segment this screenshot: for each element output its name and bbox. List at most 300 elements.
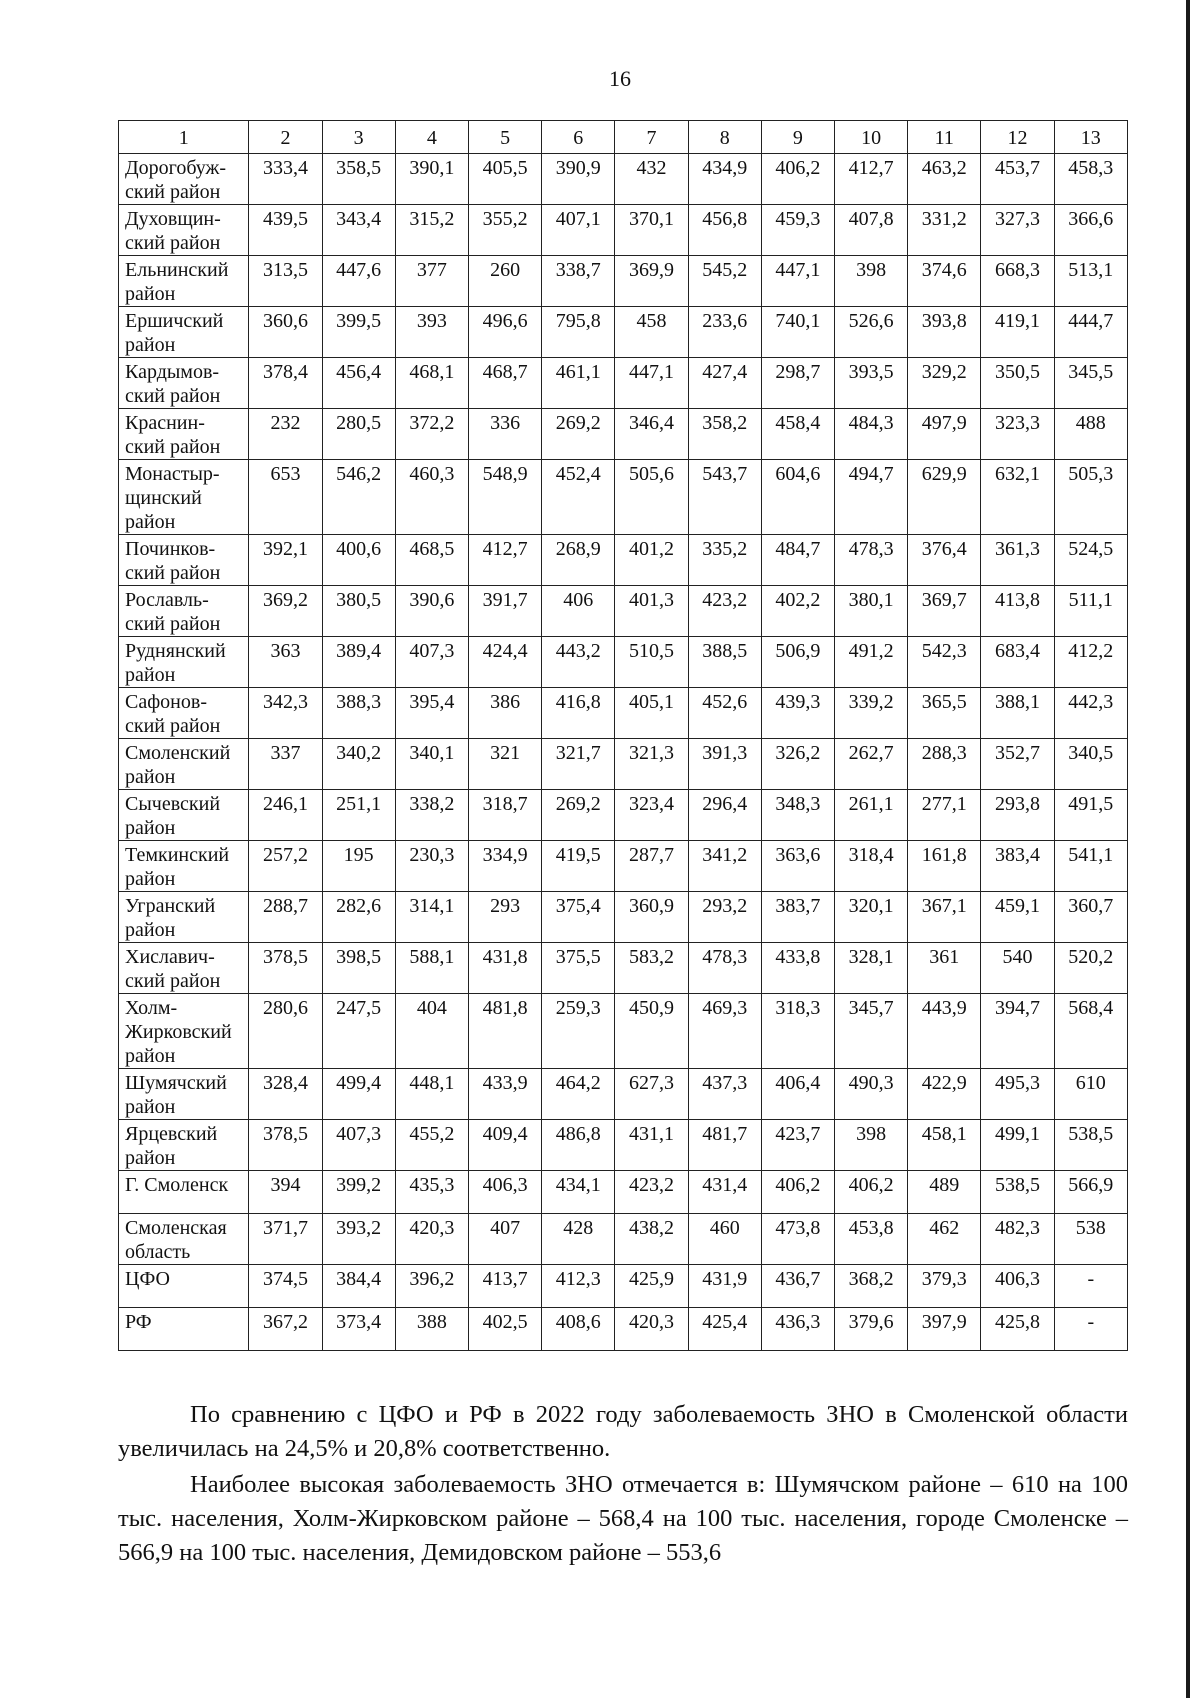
table-row <box>119 994 1128 1069</box>
table-cell: 478,3 <box>688 943 761 994</box>
table-cell: 360,7 <box>1054 892 1127 943</box>
table-cell: 543,7 <box>688 460 761 535</box>
table-row <box>119 637 1128 688</box>
table-cell: 442,3 <box>1054 688 1127 739</box>
table-row <box>119 688 1128 739</box>
table-cell: 424,4 <box>468 637 541 688</box>
table-cell: 370,1 <box>615 205 688 256</box>
row-label: Сычевский район <box>119 790 249 841</box>
table-cell: 293 <box>468 892 541 943</box>
table-cell: 401,2 <box>615 535 688 586</box>
table-row <box>119 256 1128 307</box>
table-cell: 497,9 <box>908 409 981 460</box>
table-cell: 389,4 <box>322 637 395 688</box>
table-cell: - <box>1054 1308 1127 1351</box>
table-cell: 437,3 <box>688 1069 761 1120</box>
table-cell: 456,8 <box>688 205 761 256</box>
table-row <box>119 460 1128 535</box>
row-label: Монастыр- щинский район <box>119 460 249 535</box>
table-cell: 452,6 <box>688 688 761 739</box>
table-cell: 505,3 <box>1054 460 1127 535</box>
row-label: Хиславич- ский район <box>119 943 249 994</box>
table-cell: 436,7 <box>761 1265 834 1308</box>
table-cell: 538,5 <box>981 1171 1054 1214</box>
table-cell: 413,7 <box>468 1265 541 1308</box>
table-cell: 395,4 <box>395 688 468 739</box>
table-cell: 455,2 <box>395 1120 468 1171</box>
row-label: Угранский район <box>119 892 249 943</box>
table-cell: 491,2 <box>835 637 908 688</box>
table-cell: 406,4 <box>761 1069 834 1120</box>
column-header: 2 <box>249 121 322 154</box>
table-cell: 484,3 <box>835 409 908 460</box>
table-cell: 393,2 <box>322 1214 395 1265</box>
table-cell: 375,4 <box>542 892 615 943</box>
table-cell: 268,9 <box>542 535 615 586</box>
table-cell: 282,6 <box>322 892 395 943</box>
table-cell: 195 <box>322 841 395 892</box>
table-cell: 447,1 <box>761 256 834 307</box>
table-cell: 489 <box>908 1171 981 1214</box>
table-cell: 468,7 <box>468 358 541 409</box>
table-cell: 327,3 <box>981 205 1054 256</box>
table-cell: 458,3 <box>1054 154 1127 205</box>
table-cell: 335,2 <box>688 535 761 586</box>
table-cell: 314,1 <box>395 892 468 943</box>
table-cell: 434,1 <box>542 1171 615 1214</box>
row-label: Смоленский район <box>119 739 249 790</box>
column-header: 3 <box>322 121 395 154</box>
table-cell: 450,9 <box>615 994 688 1069</box>
table-cell: 230,3 <box>395 841 468 892</box>
table-cell: 386 <box>468 688 541 739</box>
table-cell: 262,7 <box>835 739 908 790</box>
page-edge-line <box>1186 0 1190 1698</box>
table-cell: 427,4 <box>688 358 761 409</box>
table-cell: 374,6 <box>908 256 981 307</box>
table-cell: 541,1 <box>1054 841 1127 892</box>
table-cell: 340,2 <box>322 739 395 790</box>
paragraph-text: По сравнению с ЦФО и РФ в 2022 году заболеваемость ЗНО в Смоленской области увеличилась на 24,5% и 20,8% соответственно. <box>118 1401 1128 1462</box>
table-cell: 363,6 <box>761 841 834 892</box>
column-header: 7 <box>615 121 688 154</box>
table-cell: 546,2 <box>322 460 395 535</box>
row-label: Кардымов- ский район <box>119 358 249 409</box>
table-cell: 340,5 <box>1054 739 1127 790</box>
table-cell: 367,1 <box>908 892 981 943</box>
table-cell: 374,5 <box>249 1265 322 1308</box>
table-cell: 405,1 <box>615 688 688 739</box>
table-cell: 321,3 <box>615 739 688 790</box>
table-cell: 328,4 <box>249 1069 322 1120</box>
column-header: 4 <box>395 121 468 154</box>
table-cell: 458 <box>615 307 688 358</box>
table-cell: 490,3 <box>835 1069 908 1120</box>
table-cell: 323,4 <box>615 790 688 841</box>
row-label: Рославль- ский район <box>119 586 249 637</box>
table-header-row <box>119 121 1128 154</box>
table-cell: 247,5 <box>322 994 395 1069</box>
table-cell: 269,2 <box>542 790 615 841</box>
table-cell: 318,4 <box>835 841 908 892</box>
paragraph-text: Наиболее высокая заболеваемость ЗНО отмечается в: Шумячском районе – 610 на 100 тыс. населения, Холм-Жирковском районе – 568,4 на 100 тыс. населения, городе Смоленске – 566,9 на 100 тыс. населения, Демидовском районе – 553,6 <box>118 1471 1128 1566</box>
row-label: Ершичский район <box>119 307 249 358</box>
table-cell: 460 <box>688 1214 761 1265</box>
table-cell: 413,8 <box>981 586 1054 637</box>
column-header: 5 <box>468 121 541 154</box>
table-cell: 368,2 <box>835 1265 908 1308</box>
table-cell: 388,3 <box>322 688 395 739</box>
table-row <box>119 307 1128 358</box>
table-cell: 419,1 <box>981 307 1054 358</box>
table-cell: 338,7 <box>542 256 615 307</box>
table-row <box>119 790 1128 841</box>
table-cell: 320,1 <box>835 892 908 943</box>
table-cell: 261,1 <box>835 790 908 841</box>
table-cell: 412,7 <box>468 535 541 586</box>
table-cell: 423,7 <box>761 1120 834 1171</box>
row-label: Дорогобуж- ский район <box>119 154 249 205</box>
table-cell: 459,3 <box>761 205 834 256</box>
row-label: Починков- ский район <box>119 535 249 586</box>
table-row <box>119 1308 1128 1351</box>
table-cell: 406,2 <box>835 1171 908 1214</box>
table-cell: 478,3 <box>835 535 908 586</box>
table-cell: 246,1 <box>249 790 322 841</box>
table-cell: 334,9 <box>468 841 541 892</box>
table-cell: 328,1 <box>835 943 908 994</box>
table-cell: 396,2 <box>395 1265 468 1308</box>
table-cell: 388,5 <box>688 637 761 688</box>
table-cell: 161,8 <box>908 841 981 892</box>
table-cell: 409,4 <box>468 1120 541 1171</box>
table-cell: 439,5 <box>249 205 322 256</box>
table-cell: 511,1 <box>1054 586 1127 637</box>
table-row <box>119 535 1128 586</box>
table-cell: 355,2 <box>468 205 541 256</box>
column-header: 9 <box>761 121 834 154</box>
table-cell: 388,1 <box>981 688 1054 739</box>
table-cell: 469,3 <box>688 994 761 1069</box>
table-cell: 369,9 <box>615 256 688 307</box>
column-header: 10 <box>835 121 908 154</box>
table-cell: 363 <box>249 637 322 688</box>
table-cell: 505,6 <box>615 460 688 535</box>
table-cell: 422,9 <box>908 1069 981 1120</box>
table-cell: 398 <box>835 1120 908 1171</box>
table-cell: 481,7 <box>688 1120 761 1171</box>
table-cell: 439,3 <box>761 688 834 739</box>
table-cell: 342,3 <box>249 688 322 739</box>
row-label: Ярцевский район <box>119 1120 249 1171</box>
table-cell: 400,6 <box>322 535 395 586</box>
table-cell: 378,4 <box>249 358 322 409</box>
table-cell: 375,5 <box>542 943 615 994</box>
table-cell: 499,4 <box>322 1069 395 1120</box>
table-cell: 251,1 <box>322 790 395 841</box>
row-label: Ельнинский район <box>119 256 249 307</box>
table-cell: 277,1 <box>908 790 981 841</box>
table-cell: 346,4 <box>615 409 688 460</box>
table-cell: 366,6 <box>1054 205 1127 256</box>
table-cell: 379,3 <box>908 1265 981 1308</box>
table-cell: 459,1 <box>981 892 1054 943</box>
table-cell: 390,6 <box>395 586 468 637</box>
table-cell: 496,6 <box>468 307 541 358</box>
row-label: ЦФО <box>119 1265 249 1308</box>
table-cell: 399,2 <box>322 1171 395 1214</box>
table-cell: 393,5 <box>835 358 908 409</box>
table-cell: 394 <box>249 1171 322 1214</box>
table-cell: 233,6 <box>688 307 761 358</box>
paragraph-highest-incidence <box>118 1468 1128 1570</box>
table-cell: 398,5 <box>322 943 395 994</box>
table-cell: 352,7 <box>981 739 1054 790</box>
table-cell: 431,1 <box>615 1120 688 1171</box>
table-cell: 453,8 <box>835 1214 908 1265</box>
table-cell: 378,5 <box>249 1120 322 1171</box>
table-cell: 653 <box>249 460 322 535</box>
table-cell: 444,7 <box>1054 307 1127 358</box>
table-cell: 298,7 <box>761 358 834 409</box>
column-header: 8 <box>688 121 761 154</box>
table-cell: 402,5 <box>468 1308 541 1351</box>
table-cell: 394,7 <box>981 994 1054 1069</box>
table-cell: 323,3 <box>981 409 1054 460</box>
table-cell: 369,2 <box>249 586 322 637</box>
table-cell: 464,2 <box>542 1069 615 1120</box>
table-cell: 456,4 <box>322 358 395 409</box>
table-cell: 434,9 <box>688 154 761 205</box>
table-cell: 369,7 <box>908 586 981 637</box>
table-cell: 318,3 <box>761 994 834 1069</box>
table-cell: 604,6 <box>761 460 834 535</box>
table-cell: 379,6 <box>835 1308 908 1351</box>
table-cell: 383,7 <box>761 892 834 943</box>
row-label: Г. Смоленск <box>119 1171 249 1214</box>
table-cell: 428 <box>542 1214 615 1265</box>
table-cell: 343,4 <box>322 205 395 256</box>
row-label: РФ <box>119 1308 249 1351</box>
table-cell: 453,7 <box>981 154 1054 205</box>
table-cell: 462 <box>908 1214 981 1265</box>
table-cell: 336 <box>468 409 541 460</box>
table-cell: 377 <box>395 256 468 307</box>
table-cell: 391,3 <box>688 739 761 790</box>
table-cell: 458,1 <box>908 1120 981 1171</box>
table-cell: 588,1 <box>395 943 468 994</box>
table-cell: 482,3 <box>981 1214 1054 1265</box>
table-cell: 345,7 <box>835 994 908 1069</box>
table-cell: 407 <box>468 1214 541 1265</box>
table-cell: - <box>1054 1265 1127 1308</box>
table-cell: 668,3 <box>981 256 1054 307</box>
table-cell: 499,1 <box>981 1120 1054 1171</box>
table-cell: 358,5 <box>322 154 395 205</box>
row-label: Сафонов- ский район <box>119 688 249 739</box>
table-cell: 391,7 <box>468 586 541 637</box>
table-cell: 526,6 <box>835 307 908 358</box>
table-cell: 288,3 <box>908 739 981 790</box>
table-cell: 461,1 <box>542 358 615 409</box>
table-cell: 438,2 <box>615 1214 688 1265</box>
table-cell: 293,8 <box>981 790 1054 841</box>
table-cell: 321,7 <box>542 739 615 790</box>
table-cell: 380,5 <box>322 586 395 637</box>
table-row <box>119 1265 1128 1308</box>
table-cell: 412,7 <box>835 154 908 205</box>
table-cell: 340,1 <box>395 739 468 790</box>
table-cell: 443,2 <box>542 637 615 688</box>
table-cell: 397,9 <box>908 1308 981 1351</box>
table-cell: 402,2 <box>761 586 834 637</box>
table-cell: 380,1 <box>835 586 908 637</box>
table-cell: 540 <box>981 943 1054 994</box>
table-cell: 416,8 <box>542 688 615 739</box>
table-cell: 296,4 <box>688 790 761 841</box>
table-cell: 548,9 <box>468 460 541 535</box>
column-header: 11 <box>908 121 981 154</box>
table-cell: 468,1 <box>395 358 468 409</box>
table-cell: 447,6 <box>322 256 395 307</box>
table-cell: 448,1 <box>395 1069 468 1120</box>
table-cell: 348,3 <box>761 790 834 841</box>
table-cell: 568,4 <box>1054 994 1127 1069</box>
table-cell: 326,2 <box>761 739 834 790</box>
table-cell: 280,6 <box>249 994 322 1069</box>
table-cell: 373,4 <box>322 1308 395 1351</box>
table-cell: 358,2 <box>688 409 761 460</box>
table-cell: 333,4 <box>249 154 322 205</box>
table-cell: 365,5 <box>908 688 981 739</box>
table-cell: 473,8 <box>761 1214 834 1265</box>
table-cell: 339,2 <box>835 688 908 739</box>
table-cell: 398 <box>835 256 908 307</box>
table-cell: 683,4 <box>981 637 1054 688</box>
table-row <box>119 358 1128 409</box>
table-cell: 431,4 <box>688 1171 761 1214</box>
table-row <box>119 892 1128 943</box>
table-row <box>119 586 1128 637</box>
table-cell: 392,1 <box>249 535 322 586</box>
table-cell: 468,5 <box>395 535 468 586</box>
table-cell: 484,7 <box>761 535 834 586</box>
table-cell: 337 <box>249 739 322 790</box>
table-cell: 384,4 <box>322 1265 395 1308</box>
table-cell: 545,2 <box>688 256 761 307</box>
table-cell: 260 <box>468 256 541 307</box>
table-row <box>119 1171 1128 1214</box>
table-row <box>119 943 1128 994</box>
table-cell: 390,1 <box>395 154 468 205</box>
table-cell: 345,5 <box>1054 358 1127 409</box>
row-label: Темкинский район <box>119 841 249 892</box>
table-cell: 510,5 <box>615 637 688 688</box>
table-cell: 433,9 <box>468 1069 541 1120</box>
table-cell: 383,4 <box>981 841 1054 892</box>
table-cell: 390,9 <box>542 154 615 205</box>
table-row <box>119 409 1128 460</box>
table-cell: 321 <box>468 739 541 790</box>
table-cell: 436,3 <box>761 1308 834 1351</box>
table-cell: 388 <box>395 1308 468 1351</box>
table-cell: 371,7 <box>249 1214 322 1265</box>
table-cell: 423,2 <box>615 1171 688 1214</box>
table-cell: 486,8 <box>542 1120 615 1171</box>
table-cell: 425,8 <box>981 1308 1054 1351</box>
table-cell: 404 <box>395 994 468 1069</box>
table-cell: 566,9 <box>1054 1171 1127 1214</box>
table-cell: 583,2 <box>615 943 688 994</box>
table-cell: 524,5 <box>1054 535 1127 586</box>
table-cell: 458,4 <box>761 409 834 460</box>
table-cell: 288,7 <box>249 892 322 943</box>
table-cell: 432 <box>615 154 688 205</box>
table-cell: 491,5 <box>1054 790 1127 841</box>
table-cell: 406,2 <box>761 1171 834 1214</box>
column-header: 6 <box>542 121 615 154</box>
table-cell: 407,1 <box>542 205 615 256</box>
table-cell: 425,9 <box>615 1265 688 1308</box>
table-cell: 538 <box>1054 1214 1127 1265</box>
table-cell: 401,3 <box>615 586 688 637</box>
column-header: 1 <box>119 121 249 154</box>
table-cell: 407,3 <box>322 1120 395 1171</box>
table-cell: 627,3 <box>615 1069 688 1120</box>
table-cell: 378,5 <box>249 943 322 994</box>
table-cell: 406,3 <box>468 1171 541 1214</box>
table-cell: 431,9 <box>688 1265 761 1308</box>
table-cell: 506,9 <box>761 637 834 688</box>
table-cell: 259,3 <box>542 994 615 1069</box>
table-row <box>119 841 1128 892</box>
table-cell: 425,4 <box>688 1308 761 1351</box>
table-cell: 443,9 <box>908 994 981 1069</box>
column-header: 13 <box>1054 121 1127 154</box>
table-cell: 287,7 <box>615 841 688 892</box>
table-cell: 399,5 <box>322 307 395 358</box>
table-row <box>119 154 1128 205</box>
table-cell: 232 <box>249 409 322 460</box>
table-cell: 406 <box>542 586 615 637</box>
table-cell: 433,8 <box>761 943 834 994</box>
table-cell: 393,8 <box>908 307 981 358</box>
row-label: Краснин- ский район <box>119 409 249 460</box>
table-cell: 406,2 <box>761 154 834 205</box>
row-label: Руднянский район <box>119 637 249 688</box>
table-cell: 495,3 <box>981 1069 1054 1120</box>
table-cell: 280,5 <box>322 409 395 460</box>
table-cell: 315,2 <box>395 205 468 256</box>
table-cell: 341,2 <box>688 841 761 892</box>
table-cell: 257,2 <box>249 841 322 892</box>
table-cell: 372,2 <box>395 409 468 460</box>
table-cell: 610 <box>1054 1069 1127 1120</box>
table-cell: 405,5 <box>468 154 541 205</box>
paragraph-comparison <box>118 1398 1128 1466</box>
table-cell: 269,2 <box>542 409 615 460</box>
table-row <box>119 1069 1128 1120</box>
table-row <box>119 739 1128 790</box>
table-cell: 412,2 <box>1054 637 1127 688</box>
table-cell: 423,2 <box>688 586 761 637</box>
column-header: 12 <box>981 121 1054 154</box>
table-cell: 420,3 <box>615 1308 688 1351</box>
table-cell: 360,6 <box>249 307 322 358</box>
table-cell: 338,2 <box>395 790 468 841</box>
table-cell: 331,2 <box>908 205 981 256</box>
table-cell: 435,3 <box>395 1171 468 1214</box>
